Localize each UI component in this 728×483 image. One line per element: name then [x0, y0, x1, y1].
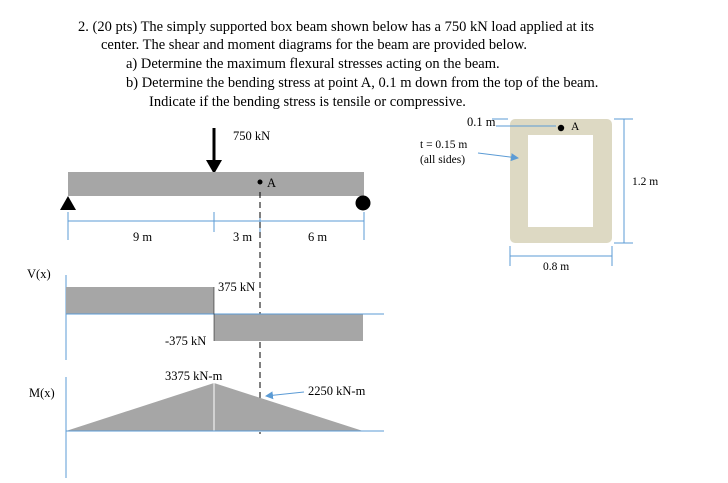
section-offset-label: 0.1 m	[467, 115, 496, 129]
box-section	[478, 119, 633, 266]
problem-line-2: center. The shear and moment diagrams for the beam are provided below.	[101, 37, 527, 53]
thickness-label: t = 0.15 m	[420, 139, 468, 151]
dim-mid-label: 3 m	[233, 230, 253, 244]
problem-part-b: b) Determine the bending stress at point A, 0.1 m down from the top of the beam.	[126, 75, 599, 91]
problem-part-a: a) Determine the maximum flexural stresses acting on the beam.	[126, 56, 500, 72]
shear-positive-label: 375 kN	[218, 280, 256, 294]
shear-positive-block	[66, 287, 214, 314]
shear-negative-label: -375 kN	[165, 334, 207, 348]
moment-a-arrow	[266, 392, 304, 396]
load-label: 750 kN	[233, 129, 271, 143]
shear-axis-label: V(x)	[27, 267, 51, 281]
moment-a-label: 2250 kN-m	[308, 384, 366, 398]
problem-line-1: 2. (20 pts) The simply supported box beam shown below has a 750 kN load applied at its	[78, 19, 595, 35]
moment-max-label: 3375 kN-m	[165, 369, 223, 383]
thickness-note: (all sides)	[420, 154, 466, 166]
problem-part-b-continued: Indicate if the bending stress is tensile or compressive.	[149, 94, 466, 110]
shear-negative-block	[214, 314, 363, 341]
pin-support	[60, 196, 76, 210]
beam-point-a-dot	[258, 180, 263, 185]
section-point-a-label: A	[571, 121, 580, 133]
moment-axis-label: M(x)	[29, 386, 55, 400]
beam-point-a-label: A	[267, 176, 277, 190]
dim-right-label: 6 m	[308, 230, 328, 244]
dim-left-label: 9 m	[133, 230, 153, 244]
roller-support	[356, 196, 371, 211]
width-label: 0.8 m	[543, 261, 570, 273]
load-arrow	[206, 128, 222, 174]
section-point-a-dot	[558, 125, 564, 131]
beam	[68, 172, 364, 196]
height-label: 1.2 m	[632, 176, 659, 188]
